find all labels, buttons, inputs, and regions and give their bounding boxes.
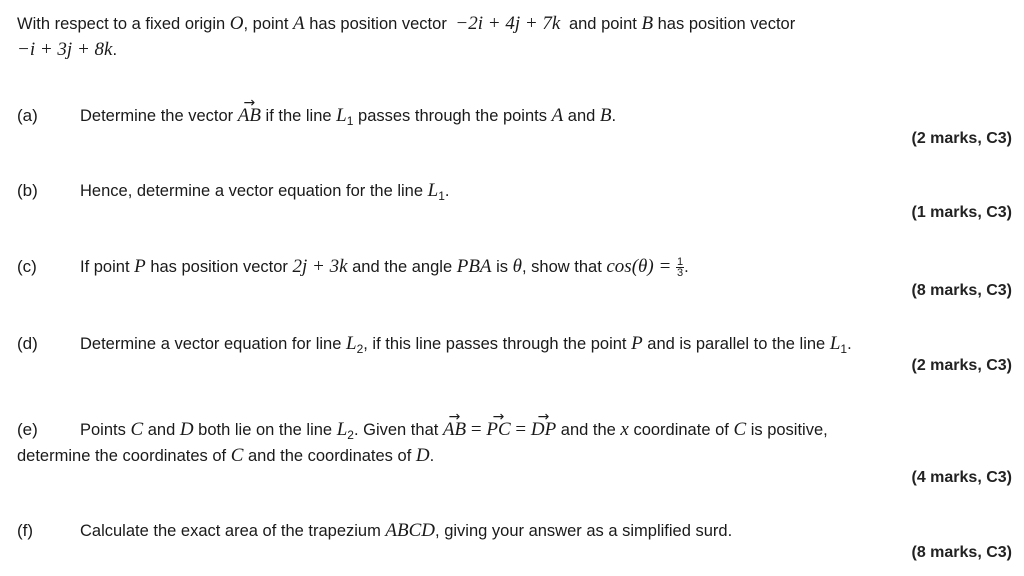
question-text: if the line [260,107,337,125]
line-l2-symbol: L [345,333,357,354]
question-d-marks: (2 marks, C3) [911,357,1012,374]
equals-sign: = [510,419,531,440]
subscript: 2 [356,342,364,356]
intro-text: , point [243,15,294,33]
subscript: 1 [438,189,445,203]
question-a-marks: (2 marks, C3) [911,130,1012,147]
intro-text: . [112,41,118,59]
question-text: , show that [521,258,607,276]
question-e-marks: (4 marks, C3) [911,469,1012,486]
point-p-symbol: P [134,256,146,277]
point-p-symbol: P [631,333,643,354]
point-a-symbol: A [551,105,564,126]
question-text: . [444,182,450,200]
equals-sign: = [466,419,487,440]
question-a-text [80,106,616,131]
question-text: Hence, determine a vector equation for the line [80,182,428,200]
question-text: coordinate of [628,421,734,439]
question-e-text-line-2 [17,446,434,466]
question-text: and [143,421,180,439]
question-text: passes through the points [353,107,552,125]
question-text: . [611,107,617,125]
subscript: 1 [840,342,848,356]
question-text: Determine a vector equation for line [80,335,346,353]
question-e-label: (e) [17,420,38,439]
question-b-label: (b) [17,181,38,200]
question-text: Determine the vector [80,107,238,125]
question-text: both lie on the line [193,421,337,439]
question-c-text [80,257,689,278]
position-vector-a: −2i + 4j + 7k [455,13,561,34]
intro-text: has position vector [304,15,452,33]
question-text: determine the coordinates of [17,447,231,465]
fraction-denominator: 3 [677,267,684,280]
question-text: and the coordinates of [243,447,416,465]
question-text: and is parallel to the line [642,335,830,353]
question-c-marks: (8 marks, C3) [911,282,1012,299]
subscript: 2 [347,428,354,442]
trapezium-abcd: ABCD [385,520,436,541]
position-vector-p: 2j + 3k [292,256,348,277]
question-text: and the [556,421,621,439]
vector-pc: → PC [486,420,510,440]
question-text: Points [80,421,131,439]
origin-symbol: O [229,13,244,34]
question-text: , giving your answer as a simplified surd. [435,522,733,540]
question-f-label: (f) [17,521,34,540]
point-d-symbol: D [179,419,194,440]
question-text: Calculate the exact area of the trapezium [80,522,386,540]
vector-dp: → DP [531,420,556,440]
question-text: has position vector [145,258,293,276]
question-text: . [429,447,435,465]
question-text: and [563,107,600,125]
point-c-symbol: C [230,445,244,466]
intro-line-2 [17,40,117,60]
vector-ab: → AB [443,420,466,440]
intro-text: With respect to a fixed origin [17,15,230,33]
line-l1-symbol: L [336,105,347,126]
question-text: If point [80,258,135,276]
question-text: . [684,258,689,276]
question-c-label: (c) [17,257,37,276]
intro-text: has position vector [653,15,796,33]
position-vector-b: −i + 3j + 8k [17,39,113,60]
cosine-expression: cos(θ) = [606,256,677,277]
question-text: and the angle [347,258,457,276]
fraction-one-third [676,257,684,278]
point-d-symbol: D [415,445,430,466]
question-f-marks: (8 marks, C3) [911,544,1012,561]
line-l1-symbol: L [427,180,439,201]
theta-symbol: θ [512,256,522,277]
point-c-symbol: C [733,419,747,440]
question-d-label: (d) [17,334,38,353]
question-a-label: (a) [17,106,38,125]
question-e-text [80,420,828,445]
subscript: 1 [346,114,354,128]
x-symbol: x [620,419,629,440]
fraction-numerator: 1 [677,256,684,269]
question-text: . Given that [353,421,443,439]
question-b-text [80,181,449,206]
point-b-symbol: B [599,105,612,126]
point-a-symbol: A [293,13,305,34]
question-d-text [80,334,852,359]
intro-line-1 [17,14,795,34]
line-l2-symbol: L [336,419,348,440]
question-text: is [491,258,513,276]
point-c-symbol: C [130,419,144,440]
question-text: , if this line passes through the point [363,335,632,353]
line-l1-symbol: L [829,333,841,354]
angle-pba: PBA [456,256,492,277]
question-text: is positive, [746,421,828,439]
vector-ab: → AB [238,106,261,126]
intro-text: and point [564,15,642,33]
question-text: . [847,335,852,353]
point-b-symbol: B [641,13,654,34]
question-f-text [80,521,732,541]
question-b-marks: (1 marks, C3) [911,204,1012,221]
